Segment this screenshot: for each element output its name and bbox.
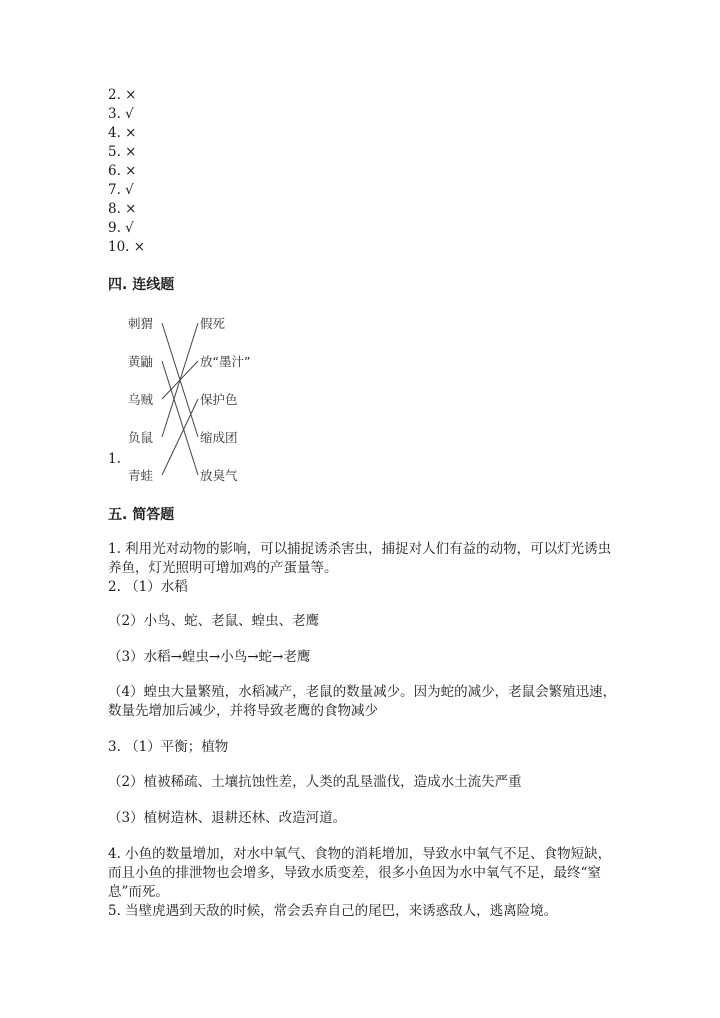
answer-q5: 5. 当壁虎遇到天敌的时候，常会丢弃自己的尾巴，来诱惑敌人，逃离险境。 xyxy=(108,903,558,919)
tf-answer: 10. × xyxy=(108,239,146,255)
tf-answer: 7. √ xyxy=(108,182,134,198)
match-line xyxy=(162,399,198,475)
left-term: 乌贼 xyxy=(128,392,154,407)
answer-q2-part4: （4）蝗虫大量繁殖，水稻减产，老鼠的数量减少。因为蛇的减少，老鼠会繁殖迅速，数量先增加后减少，并将导致老鹰的食物减少 xyxy=(108,684,617,719)
right-term: 假死 xyxy=(200,316,226,331)
left-term: 黄鼬 xyxy=(128,354,154,369)
answer-q3-part3: （3）植树造林、退耕还林、改造河道。 xyxy=(108,810,347,826)
answer-q2-part2: （2）小鸟、蛇、老鼠、蝗虫、老鹰 xyxy=(108,613,320,629)
right-term: 放臭气 xyxy=(200,468,238,483)
answer-q2-part3: （3）水稻→蝗虫→小鸟→蛇→老鹰 xyxy=(108,649,311,665)
tf-answer: 3. √ xyxy=(108,106,134,122)
tf-answer: 4. × xyxy=(108,125,137,141)
right-term: 缩成团 xyxy=(200,430,238,445)
answer-q2-part1: 2. （1）水稻 xyxy=(108,579,188,595)
answer-q3-part2: （2）植被稀疏、土壤抗蚀性差，人类的乱垦滥伐，造成水土流失严重 xyxy=(108,774,522,790)
tf-answer: 5. × xyxy=(108,144,137,160)
right-term: 保护色 xyxy=(200,392,238,407)
left-term: 刺猬 xyxy=(128,316,154,331)
left-term: 青蛙 xyxy=(128,468,154,483)
true-false-answers xyxy=(108,86,145,257)
matching-question-number: 1. xyxy=(108,451,121,467)
left-term: 负鼠 xyxy=(128,430,154,445)
tf-answer: 9. √ xyxy=(108,220,134,236)
matching-diagram xyxy=(118,306,258,486)
match-lines xyxy=(162,323,198,475)
tf-answer: 8. × xyxy=(108,201,137,217)
answer-q4: 4. 小鱼的数量增加，对水中氧气、食物的消耗增加，导致水中氧气不足、食物短缺，而且小鱼的排泄物也会增多，导致水质变差，很多小鱼因为水中氧气不足，最终“窒息”而死。 xyxy=(108,846,612,900)
match-line xyxy=(162,361,198,475)
tf-answer: 6. × xyxy=(108,163,137,179)
section-5-heading: 五. 简答题 xyxy=(108,507,175,523)
tf-answer: 2. × xyxy=(108,87,137,103)
answer-q3-part1: 3. （1）平衡；植物 xyxy=(108,739,229,755)
answer-q1: 1. 利用光对动物的影响，可以捕捉诱杀害虫，捕捉对人们有益的动物，可以灯光诱虫养鱼，灯光照明可增加鸡的产蛋量等。 xyxy=(108,541,612,576)
section-4-heading: 四. 连线题 xyxy=(108,277,175,293)
right-term: 放“墨汁” xyxy=(200,354,251,369)
